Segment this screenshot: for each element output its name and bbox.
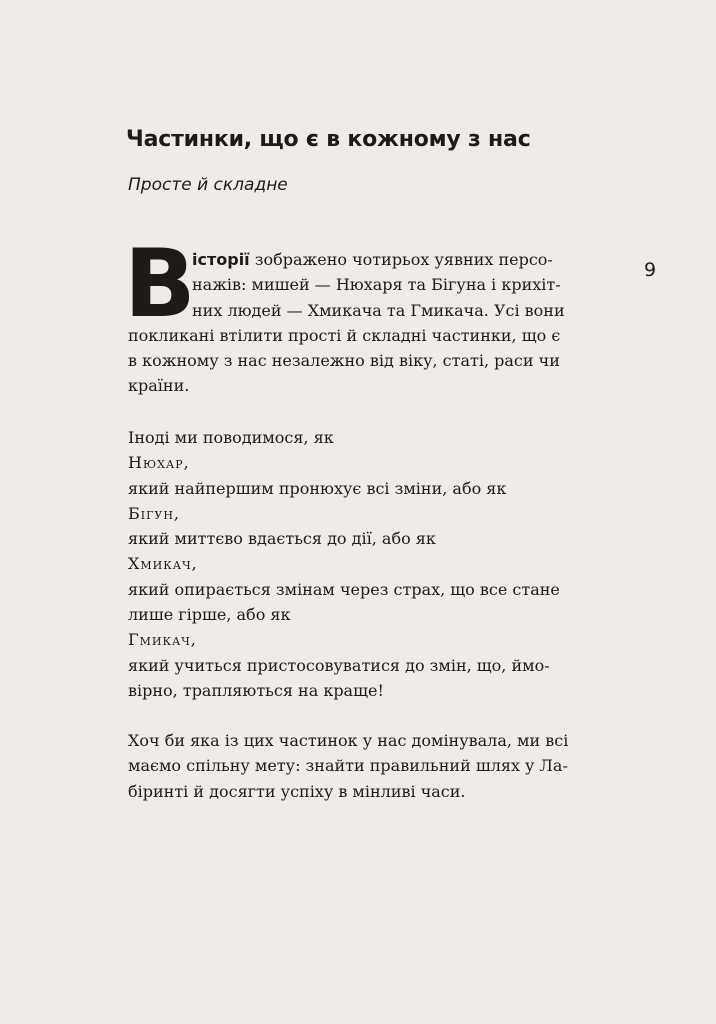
characters-paragraph [128,425,588,703]
paragraph-line: нажів: мишей — Нюхаря та Бігуна і крихіт- [192,275,561,295]
paragraph-line: маємо спільну мету: знайти правильний шлях у Ла- [128,756,568,776]
character-name: Хмикач, [128,554,198,574]
page-subtitle: Просте й складне [128,175,288,195]
character-name: Нюхар, [128,453,190,473]
paragraph-line: який найпершим пронюхує всі зміни, або як [128,478,507,498]
paragraph-line: який учиться пристосовуватися до змін, що, ймо- [128,655,550,675]
character-name: Гмикач, [128,630,197,650]
closing-paragraph [128,728,588,804]
paragraph-line: лише гірше, або як [128,605,291,625]
paragraph-line: біринті й досягти успіху в мінливі часи. [128,781,466,801]
lead-word: історії [192,250,250,269]
paragraph-line: Іноді ми поводимося, як [128,428,334,447]
page-number: 9 [644,259,657,281]
paragraph-line: який миттєво вдається до дії, або як [128,529,436,549]
paragraph-line: який опирається змінам через страх, що все стане [128,579,560,599]
line-text: зображено чотирьох уявних персо- [249,250,553,269]
page-title: Частинки, що є в кожному з нас [126,127,531,152]
paragraph-line: вірно, трапляються на краще! [128,680,384,700]
paragraph-line: в кожному з нас незалежно від віку, статі, раси чи [128,351,560,371]
paragraph-line: країни. [128,376,190,396]
drop-cap: В [124,230,196,339]
paragraph-line [128,247,588,272]
paragraph-line: покликані втілити прості й складні частинки, що є [128,325,561,345]
paragraph-line: Хоч би яка із цих частинок у нас домінувала, ми всі [128,731,569,750]
character-name: Бігун, [128,503,181,523]
intro-paragraph [128,247,588,399]
paragraph-line: них людей — Хмикача та Гмикача. Усі вони [192,300,565,320]
